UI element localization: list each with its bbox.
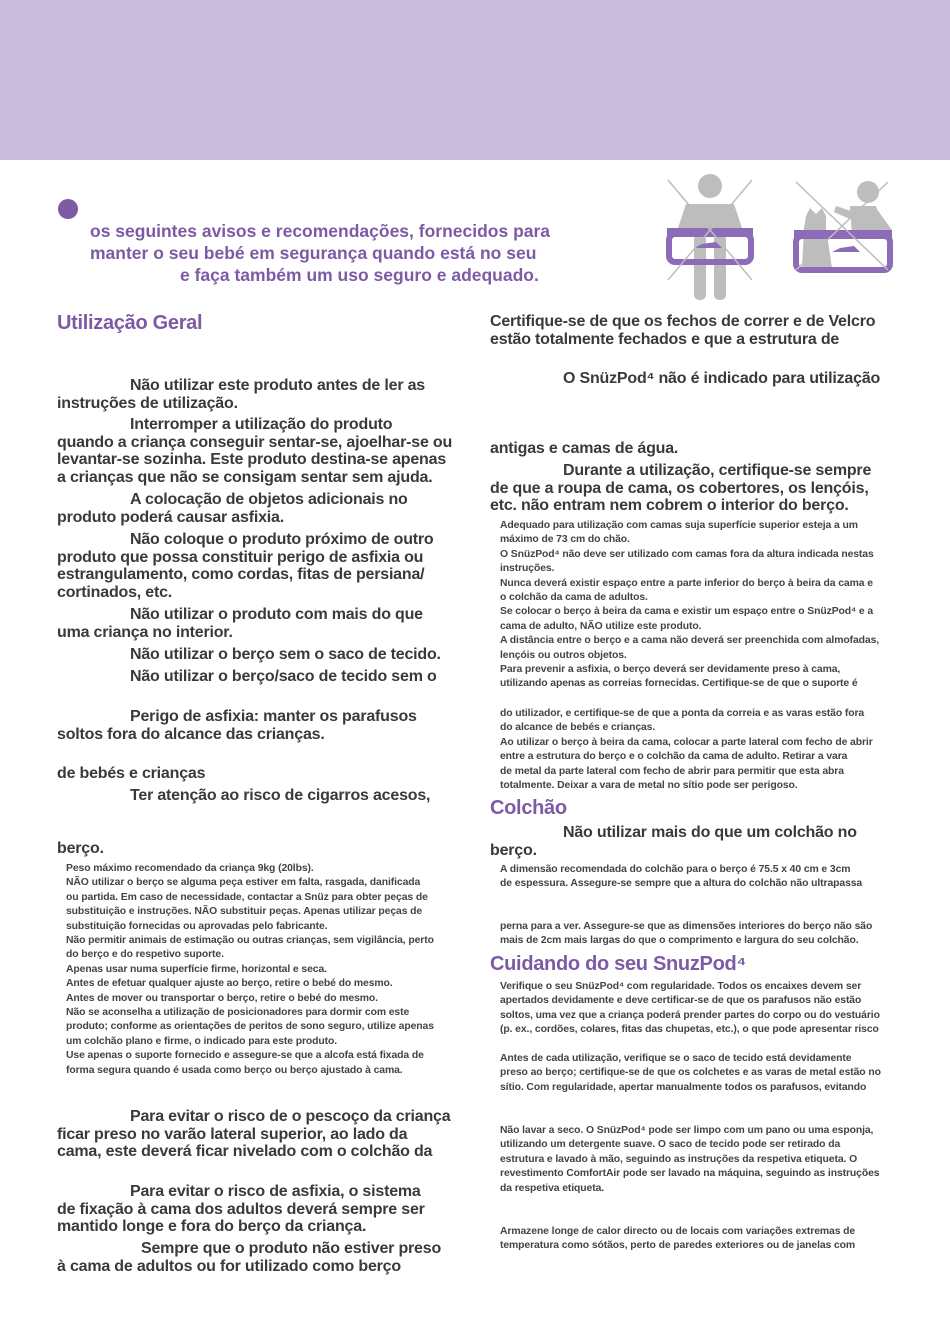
list-item: Ao utilizar o berço à beira da cama, colocar a parte lateral com fecho de abrir xyxy=(500,736,873,748)
warning-block xyxy=(57,491,408,526)
list-item: utilizando um detergente suave. O saco de tecido pode ser retirado da xyxy=(500,1139,841,1151)
list-item: do berço e do respetivo suporte. xyxy=(66,949,224,961)
text-line: estão totalmente fechados e que a estrutura de xyxy=(490,330,840,348)
warning-block xyxy=(57,668,437,686)
text-line: estrangulamento, como cordas, fitas de persiana/ xyxy=(57,566,425,583)
warning-block xyxy=(490,440,678,458)
list-item: Para prevenir a asfixia, o berço deverá ser devidamente preso à cama, xyxy=(500,664,841,676)
list-item: O SnüzPod⁴ não deve ser utilizado com camas fora da altura indicada nestas xyxy=(500,548,874,560)
text-line: antigas e camas de água. xyxy=(490,440,679,457)
list-item: (p. ex., cordões, colares, fitas das chupetas, etc.), o que pode apresentar risco xyxy=(500,1024,879,1036)
warning-dot-icon xyxy=(58,199,78,219)
list-item: Não lavar a seco. O SnüzPod⁴ pode ser limpo com um pano ou uma esponja, xyxy=(500,1125,874,1136)
care-paragraph xyxy=(500,1052,881,1095)
intro-line: manter o seu bebé em segurança quando está no seu xyxy=(90,243,537,263)
warning-block xyxy=(57,606,423,641)
small-warnings-list xyxy=(500,707,873,793)
text-line: Não coloque o produto próximo de outro xyxy=(130,531,434,548)
warning-block xyxy=(57,377,425,412)
no-pets-children-icon xyxy=(792,178,896,278)
list-item: máximo de 73 cm do chão. xyxy=(500,534,630,546)
text-line: uma criança no interior. xyxy=(57,623,233,641)
list-item: temperatura como sótãos, perto de paredes exteriores ou de janelas com xyxy=(500,1240,856,1252)
heading-mattress: Colchão xyxy=(490,797,567,819)
text-line: berço. xyxy=(57,840,104,857)
list-item: Nunca deverá existir espaço entre a parte inferior do berço à beira da cama e xyxy=(500,577,873,589)
list-item: Armazene longe de calor directo ou de locais com variações extremas de xyxy=(500,1226,856,1237)
list-item: Apenas usar numa superfície firme, horizontal e seca. xyxy=(66,963,327,975)
text-line: Não utilizar este produto antes de ler as xyxy=(130,377,425,394)
small-warnings-list xyxy=(500,519,879,692)
list-item: Se colocar o berço à beira da cama e existir um espaço entre o SnüzPod⁴ e a xyxy=(500,606,874,618)
list-item: Não permitir animais de estimação ou outras crianças, sem vigilância, perto xyxy=(66,935,434,947)
text-line: cortinados, etc. xyxy=(57,583,173,601)
intro-line: e faça também um uso seguro e adequado. xyxy=(180,265,539,285)
text-line: de fixação à cama dos adultos deverá sempre ser xyxy=(57,1200,425,1218)
list-item: substituição fornecidas ou aprovadas pelo fabricante. xyxy=(66,920,328,932)
text-line: ficar preso no varão lateral superior, ao lado da xyxy=(57,1125,408,1143)
text-line: Não utilizar o produto com mais do que xyxy=(130,606,423,623)
text-line: levantar-se sozinha. Este produto destina-se apenas xyxy=(57,451,447,468)
no-adult-sleeping-icon xyxy=(664,172,756,302)
care-paragraph xyxy=(500,1124,879,1196)
text-line: berço. xyxy=(490,841,537,859)
text-line: Durante a utilização, certifique-se sempre xyxy=(563,462,872,479)
list-item: Antes de efetuar qualquer ajuste ao berço, retire o bebé do mesmo. xyxy=(66,978,393,990)
list-item: apertados devidamente e deve certificar-se de que os parafusos não estão xyxy=(500,995,862,1007)
care-paragraph xyxy=(500,1225,855,1254)
list-item: A distância entre o berço e a cama não deverá ser preenchida com almofadas, xyxy=(500,635,880,647)
list-item: instruções. xyxy=(500,563,555,575)
list-item: forma segura quando é usada como berço ou berço ajustado à cama. xyxy=(66,1064,403,1076)
text-line: Perigo de asfixia: manter os parafusos xyxy=(130,708,417,725)
text-line: Não utilizar mais do que um colchão no xyxy=(563,824,857,841)
text-line: instruções de utilização. xyxy=(57,394,238,412)
list-item: totalmente. Deixar a vara de metal no sítio pode ser perigoso. xyxy=(500,780,798,792)
warning-block xyxy=(57,646,441,664)
list-item: Antes de cada utilização, verifique se o saco de tecido está devidamente xyxy=(500,1053,852,1064)
warning-block xyxy=(57,416,452,486)
intro-warning xyxy=(90,220,610,286)
warning-block xyxy=(490,370,880,388)
text-line: Sempre que o produto não estiver preso xyxy=(141,1240,442,1257)
list-item: cama de adulto, NÃO utilize este produto. xyxy=(500,620,702,632)
intro-line: os seguintes avisos e recomendações, fornecidos para xyxy=(90,221,551,241)
list-item: soltos, uma vez que a criança poderá prender partes do corpo ou do vestuário xyxy=(500,1009,880,1021)
warning-block xyxy=(57,1183,425,1236)
list-item: lençóis ou outros objetos. xyxy=(500,649,627,661)
text-line: Certifique-se de que os fechos de correr e de Velcro xyxy=(490,313,876,330)
list-item: utilizando apenas as correias fornecidas. Certifique-se de que o suporte é xyxy=(500,678,858,690)
warning-block xyxy=(490,462,871,515)
warning-block xyxy=(490,313,875,348)
list-item: NÃO utilizar o berço se alguma peça estiver em falta, rasgada, danificada xyxy=(66,877,421,889)
warning-block xyxy=(57,840,104,858)
list-item: mais de 2cm mais largas do que o comprimento e largura do seu colchão. xyxy=(500,935,859,947)
text-line: etc. não entram nem cobrem o interior do berço. xyxy=(490,497,849,514)
text-line: Não utilizar o berço/saco de tecido sem o xyxy=(130,668,437,685)
mattress-notes xyxy=(500,863,862,892)
list-item: perna para a ver. Assegure-se que as dimensões interiores do berço não são xyxy=(500,921,873,932)
list-item: entre a estrutura do berço e o colchão da cama de adulto. Retirar a vara xyxy=(500,751,848,763)
list-item: um colchão plano e firme, o indicado para este produto. xyxy=(66,1035,338,1047)
list-item: substituição e instruções. NÃO substituir peças. Apenas utilizar peças de xyxy=(66,906,423,918)
list-item: do alcance de bebés e crianças. xyxy=(500,722,656,734)
warning-block xyxy=(57,765,205,783)
list-item: estrutura e lavado à mão, seguindo as instruções da respetiva etiqueta. O xyxy=(500,1153,858,1165)
list-item: preso ao berço; certifique-se de que os colchetes e as varas de metal estão no xyxy=(500,1067,881,1079)
text-line: O SnüzPod⁴ não é indicado para utilização xyxy=(563,370,881,387)
warning-block xyxy=(57,1240,441,1275)
text-line: produto poderá causar asfixia. xyxy=(57,508,284,526)
warning-block xyxy=(490,824,857,859)
heading-general-use: Utilização Geral xyxy=(57,312,203,334)
text-line: Para evitar o risco de asfixia, o sistema xyxy=(130,1183,421,1200)
list-item: Peso máximo recomendado da criança 9kg (20lbs). xyxy=(66,863,314,874)
list-item: de metal da parte lateral com fecho de abrir para permitir que esta abra xyxy=(500,765,844,777)
list-item: Use apenas o suporte fornecido e assegure-se que a alcofa está fixada de xyxy=(66,1050,424,1062)
heading-care: Cuidando do seu SnuzPod⁴ xyxy=(490,953,747,975)
list-item: sítio. Com regularidade, apertar manualmente todos os parafusos, evitando xyxy=(500,1081,867,1093)
text-line: A colocação de objetos adicionais no xyxy=(130,491,408,508)
text-line: soltos fora do alcance das crianças. xyxy=(57,725,325,743)
warning-block xyxy=(57,531,434,601)
care-paragraph xyxy=(500,980,880,1038)
list-item: de espessura. Assegure-se sempre que a altura do colchão não ultrapassa xyxy=(500,878,863,890)
list-item: Adequado para utilização com camas suja superfície superior esteja a um xyxy=(500,520,858,531)
list-item: produto; conforme as orientações de peritos de sono seguro, utilize apenas xyxy=(66,1021,434,1033)
text-line: Ter atenção ao risco de cigarros acesos, xyxy=(130,787,431,804)
text-line: quando a criança conseguir sentar-se, ajoelhar-se ou xyxy=(57,433,453,451)
text-line: de bebés e crianças xyxy=(57,765,206,782)
text-line: Para evitar o risco de o pescoço da criança xyxy=(130,1108,451,1125)
list-item: Antes de mover ou transportar o berço, retire o bebé do mesmo. xyxy=(66,992,378,1004)
list-item: do utilizador, e certifique-se de que a ponta da correia e as varas estão fora xyxy=(500,708,865,719)
list-item: Verifique o seu SnüzPod⁴ com regularidade. Todos os encaixes devem ser xyxy=(500,981,862,992)
warning-block xyxy=(57,787,430,805)
list-item: Não se aconselha a utilização de posicionadores para dormir com este xyxy=(66,1007,410,1019)
text-line: produto que possa constituir perigo de asfixia ou xyxy=(57,548,424,566)
warning-block xyxy=(57,1108,450,1161)
text-line: cama, este deverá ficar nivelado com o colchão da xyxy=(57,1143,433,1160)
text-line: mantido longe e fora do berço da criança. xyxy=(57,1218,367,1235)
list-item: o colchão da cama de adultos. xyxy=(500,592,648,604)
top-banner xyxy=(0,0,950,160)
text-line: à cama de adultos ou for utilizado como berço xyxy=(57,1257,401,1275)
small-warnings-list xyxy=(66,862,434,1078)
list-item: da respetiva etiqueta. xyxy=(500,1182,605,1194)
warning-block xyxy=(57,708,417,743)
mattress-notes xyxy=(500,920,872,949)
list-item: ou partida. Em caso de necessidade, contactar a Snüz para obter peças de xyxy=(66,891,428,903)
text-line: Interromper a utilização do produto xyxy=(130,416,393,433)
list-item: revestimento ComfortAir pode ser lavado na máquina, seguindo as instruções xyxy=(500,1168,880,1180)
text-line: de que a roupa de cama, os cobertores, os lençóis, xyxy=(490,479,869,497)
text-line: Não utilizar o berço sem o saco de tecido. xyxy=(130,646,441,663)
list-item: A dimensão recomendada do colchão para o berço é 75.5 x 40 cm e 3cm xyxy=(500,864,851,875)
text-line: a crianças que não se consigam sentar sem ajuda. xyxy=(57,468,433,486)
